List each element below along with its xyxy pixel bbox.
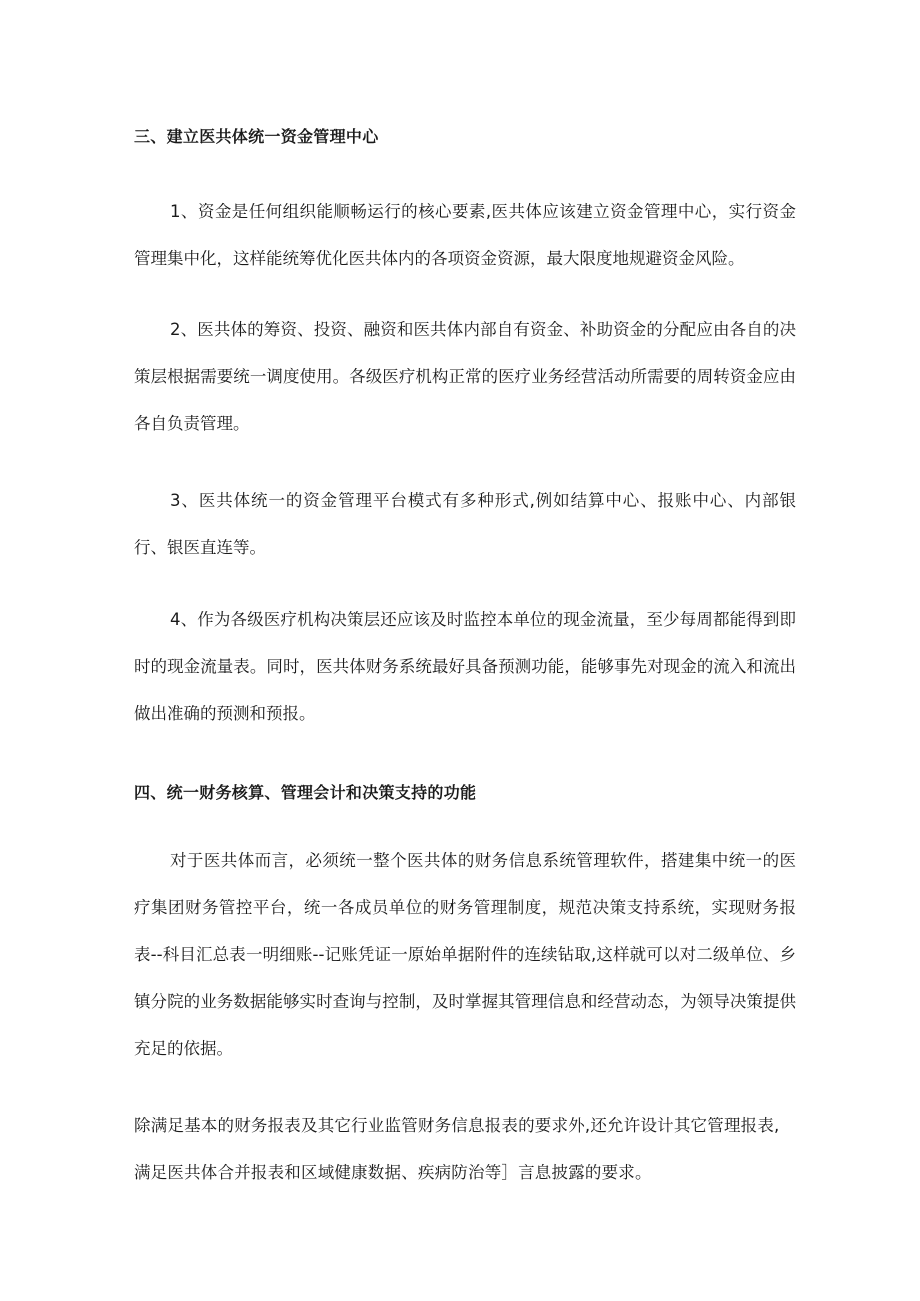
section-heading-4: 四、统一财务核算、管理会计和决策支持的功能 [134,783,477,802]
paragraph-item-4: 4、作为各级医疗机构决策层还应该及时监控本单位的现金流量，至少每周都能得到即时的现金流量表。同时，医共体财务系统最好具备预测功能，能够事先对现金的流入和流出做出准确的预测和预报。 [134,610,796,723]
paragraph-section4-disclosure-line2: 满足医共体合并报表和区域健康数据、疾病防治等］言息披露的要求。 [134,1163,652,1182]
section-heading-3: 三、建立医共体统一资金管理中心 [134,127,379,146]
paragraph-item-3: 3、医共体统一的资金管理平台模式有多种形式,例如结算中心、报账中心、内部银行、银医直连等。 [134,491,796,557]
paragraph-item-2: 2、医共体的筹资、投资、融资和医共体内部自有资金、补助资金的分配应由各自的决策层根据需要统一调度使用。各级医疗机构正常的医疗业务经营活动所需要的周转资金应由各自负责管理。 [134,320,796,433]
paragraph-section4-body: 对于医共体而言，必须统一整个医共体的财务信息系统管理软件，搭建集中统一的医疗集团财务管控平台，统一各成员单位的财务管理制度，规范决策支持系统，实现财务报表--科目汇总表一明细账--记账凭证一原始单据附件的连续钻取,这样就可以对二级单位、乡镇分院的业务数据能够实时查询与控制，及时掌握其管理信息和经营动态，为领导决策提供充足的依据。 [134,851,796,1058]
paragraph-item-1: 1、资金是任何组织能顺畅运行的核心要素,医共体应该建立资金管理中心，实行资金管理集中化，这样能统筹优化医共体内的各项资金资源，最大限度地规避资金风险。 [134,202,796,268]
paragraph-section4-disclosure-line1: 除满足基本的财务报表及其它行业监管财务信息报表的要求外,还允许设计其它管理报表, [134,1116,780,1135]
